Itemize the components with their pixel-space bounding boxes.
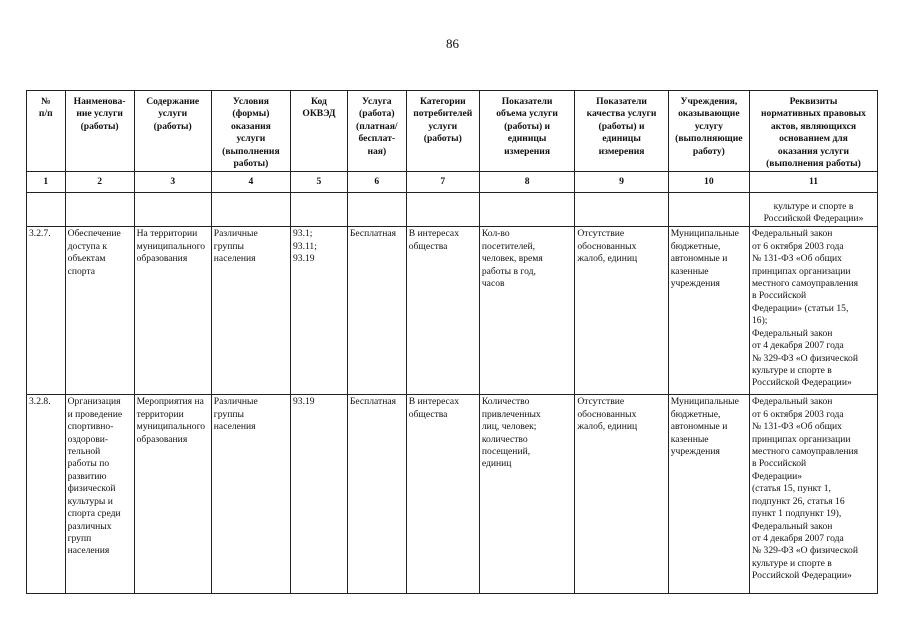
row-okved: 93.19 [291, 395, 348, 594]
header-volume: Показатели объема услуги (работы) и единицы измерения [479, 91, 574, 172]
header-row [27, 91, 878, 172]
empty-cell [134, 193, 211, 227]
row-quality: Отсутствие обоснованных жалоб, единиц [575, 395, 668, 594]
header-num: № п/п [27, 91, 66, 172]
header-legal: Реквизиты нормативных правовых актов, являющихся основанием для оказания услуги (выполнения работы) [749, 91, 877, 172]
empty-cell [291, 193, 348, 227]
continuation-text: культуре и спорте в Российской Федерации» [749, 193, 877, 227]
header-institutions: Учреждения, оказывающие услугу (выполняющие работу) [668, 91, 749, 172]
column-number: 5 [291, 172, 348, 193]
header-quality: Показатели качества услуги (работы) и единицы измерения [575, 91, 668, 172]
row-consumers: В интересах общества [406, 395, 479, 594]
column-number: 8 [479, 172, 574, 193]
row-okved: 93.1; 93.11; 93.19 [291, 227, 348, 395]
row-content: Мероприятия на территории муниципального образования [134, 395, 211, 594]
row-paid: Бесплатная [347, 227, 406, 395]
header-content: Содержание услуги (работы) [134, 91, 211, 172]
empty-cell [668, 193, 749, 227]
empty-cell [575, 193, 668, 227]
column-number: 6 [347, 172, 406, 193]
column-number-row [27, 172, 878, 193]
row-quality: Отсутствие обоснованных жалоб, единиц [575, 227, 668, 395]
header-okved: Код ОКВЭД [291, 91, 348, 172]
column-number: 9 [575, 172, 668, 193]
row-service-name: Обеспечение доступа к объектам спорта [65, 227, 134, 395]
header-service-name: Наименова- ние услуги (работы) [65, 91, 134, 172]
page-number: 86 [446, 36, 459, 51]
empty-cell [211, 193, 290, 227]
empty-cell [479, 193, 574, 227]
services-table [26, 90, 878, 594]
column-number: 3 [134, 172, 211, 193]
table-row [27, 395, 878, 594]
column-number: 7 [406, 172, 479, 193]
row-conditions: Различные группы населения [211, 395, 290, 594]
row-volume: Кол-во посетителей, человек, время работы в год, часов [479, 227, 574, 395]
row-conditions: Различные группы населения [211, 227, 290, 395]
column-number: 1 [27, 172, 66, 193]
column-number: 11 [749, 172, 877, 193]
continuation-row [27, 193, 878, 227]
column-number: 10 [668, 172, 749, 193]
header-consumers: Категории потребителей услуги (работы) [406, 91, 479, 172]
row-volume: Количество привлеченных лиц, человек; количество посещений, единиц [479, 395, 574, 594]
table-row [27, 227, 878, 395]
row-num: 3.2.8. [27, 395, 66, 594]
header-paid: Услуга (работа) (платная/ бесплат- ная) [347, 91, 406, 172]
row-institutions: Муниципальные бюджетные, автономные и казенные учреждения [668, 395, 749, 594]
header-conditions: Условия (формы) оказания услуги (выполнения работы) [211, 91, 290, 172]
row-institutions: Муниципальные бюджетные, автономные и казенные учреждения [668, 227, 749, 395]
empty-cell [347, 193, 406, 227]
empty-cell [406, 193, 479, 227]
row-consumers: В интересах общества [406, 227, 479, 395]
row-legal: Федеральный закон от 6 октября 2003 года № 131-ФЗ «Об общих принципах организации местного самоуправления в Российской Федерации» (статьи 15, 16); Федеральный закон от 4 декабря 2007 года № 329-ФЗ «О физической культуре и спорте в Российской Федерации» [749, 227, 877, 395]
row-service-name: Организация и проведение спортивно- оздорови- тельной работы по развитию физической культуры и спорта среди различных групп населения [65, 395, 134, 594]
column-number: 2 [65, 172, 134, 193]
row-paid: Бесплатная [347, 395, 406, 594]
column-number: 4 [211, 172, 290, 193]
empty-cell [65, 193, 134, 227]
row-num: 3.2.7. [27, 227, 66, 395]
row-content: На территории муниципального образования [134, 227, 211, 395]
empty-cell [27, 193, 66, 227]
row-legal: Федеральный закон от 6 октября 2003 года № 131-ФЗ «Об общих принципах организации местного самоуправления в Российской Федерации» (статья 15, пункт 1, подпункт 26, статья 16 пункт 1 подпункт 19), Федеральный закон от 4 декабря 2007 года № 329-ФЗ «О физической культуре и спорте в Российской Федерации» [749, 395, 877, 594]
